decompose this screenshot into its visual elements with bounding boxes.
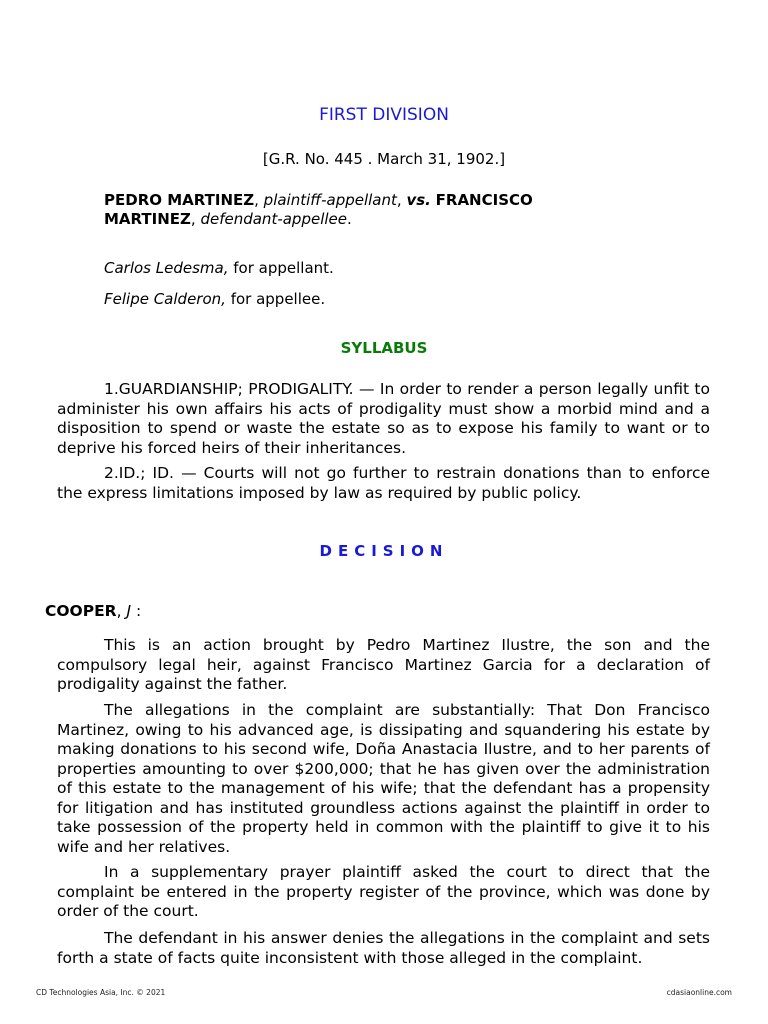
syllabus-item: 2.ID.; ID. — Courts will not go further to restrain donations than to enforce the express limitations imposed by law as required by public policy.: [57, 464, 710, 502]
footer-website: cdasiaonline.com: [666, 988, 732, 997]
decision-paragraph: The defendant in his answer denies the allegations in the complaint and sets forth a state of facts quite inconsistent with those alleged in the complaint.: [57, 929, 710, 967]
judge-title: J: [126, 602, 132, 620]
decision-paragraph: The allegations in the complaint are substantially: That Don Francisco Martinez, owing to his advanced age, is dissipating and squandering his estate by making donations to his second wife, Doña Anastacia Ilustre, and to her parents of properties amounting to over $200,000; that he has given over the administration of this estate to the management of his wife; that the defendant has a propensity for litigation and has instituted groundless actions against the plaintiff in order to take possession of the property held in common with the plaintiff to give it to his wife and her relatives.: [57, 701, 710, 856]
counsel-name: Felipe Calderon,: [104, 290, 226, 308]
syllabus-item: 1.GUARDIANSHIP; PRODIGALITY. — In order to render a person legally unfit to administer his own affairs his acts of prodigality must show a morbid mind and a disposition to spend or waste the estate so as to expose his family to want or to deprive his forced heirs of their inheritances.: [57, 380, 710, 457]
decision-heading: DECISION: [319, 542, 449, 560]
case-number: [G.R. No. 445 . March 31, 1902.]: [262, 150, 506, 168]
counsel-name: Carlos Ledesma,: [104, 259, 229, 277]
versus-text: vs.: [406, 191, 431, 209]
defendant-role: defendant-appellee: [200, 210, 347, 228]
decision-paragraph: In a supplementary prayer plaintiff asked the court to direct that the complaint be entered in the property register of the province, which was done by order of the court.: [57, 863, 710, 920]
case-parties: PEDRO MARTINEZ, plaintiff-appellant, vs. FRANCISCO MARTINEZ, defendant-appellee.: [104, 191, 533, 228]
appellee-counsel: [104, 290, 325, 308]
defendant-name: FRANCISCO MARTINEZ: [104, 191, 533, 228]
plaintiff-role: plaintiff-appellant: [263, 191, 397, 209]
syllabus-heading: SYLLABUS: [340, 339, 428, 357]
counsel-role: for appellee.: [225, 290, 326, 308]
counsel-role: for appellant.: [228, 259, 334, 277]
division-heading: FIRST DIVISION: [319, 105, 449, 125]
plaintiff-name: PEDRO MARTINEZ: [104, 191, 255, 209]
ponente: COOPER, J :: [45, 602, 142, 620]
judge-name: COOPER: [45, 602, 117, 620]
footer-copyright: CD Technologies Asia, Inc. © 2021: [36, 988, 166, 997]
appellant-counsel: [104, 259, 334, 277]
decision-paragraph: This is an action brought by Pedro Martinez Ilustre, the son and the compulsory legal heir, against Francisco Martinez Garcia for a declaration of prodigality against the father.: [57, 636, 710, 693]
